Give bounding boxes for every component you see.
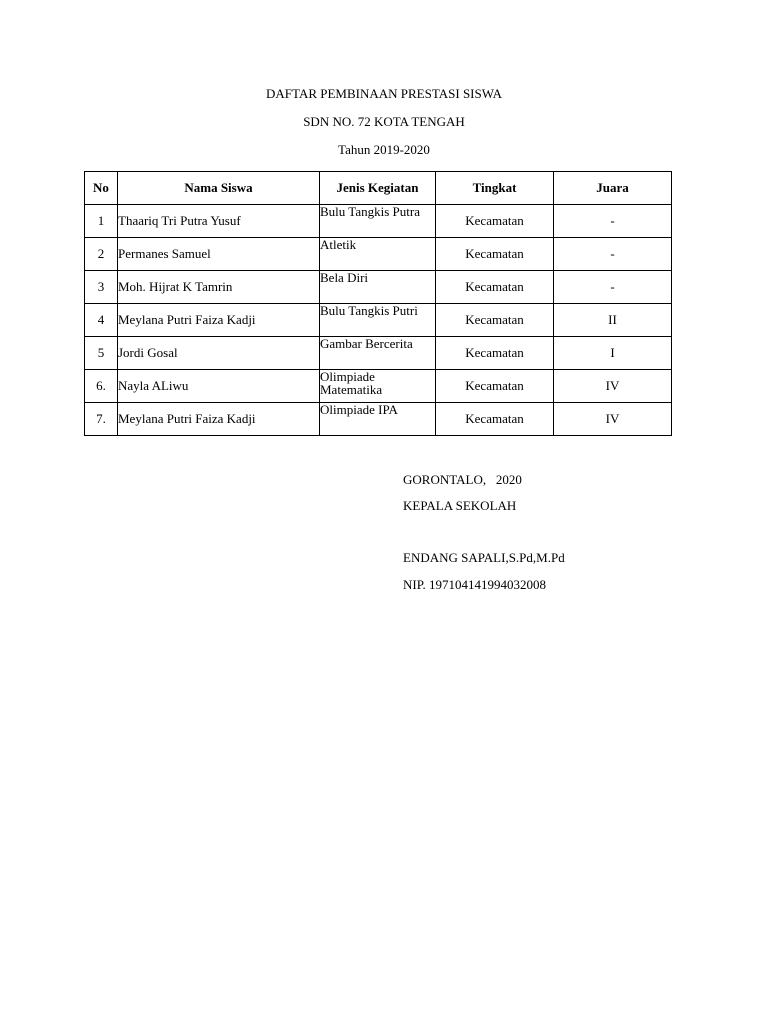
table-header-row [85, 172, 672, 205]
header-no: No [85, 172, 118, 205]
cell-rank: I [554, 337, 672, 370]
achievement-table [84, 171, 672, 436]
cell-level: Kecamatan [436, 370, 554, 403]
signatory-nip: NIP. 197104141994032008 [403, 577, 547, 592]
school-name: SDN NO. 72 KOTA TENGAH [303, 114, 465, 129]
cell-no: 2 [85, 238, 118, 271]
cell-rank: - [554, 271, 672, 304]
cell-activity: Gambar Bercerita [320, 337, 436, 370]
cell-rank: - [554, 205, 672, 238]
cell-no: 4 [85, 304, 118, 337]
signature-place-date: GORONTALO, 2020 [403, 472, 522, 487]
cell-level: Kecamatan [436, 271, 554, 304]
cell-no: 7. [85, 403, 118, 436]
header-activity: Jenis Kegiatan [320, 172, 436, 205]
cell-level: Kecamatan [436, 205, 554, 238]
cell-rank: IV [554, 370, 672, 403]
table-row [85, 337, 672, 370]
cell-activity: Bela Diri [320, 271, 436, 304]
table-row [85, 403, 672, 436]
cell-no: 1 [85, 205, 118, 238]
cell-activity: Atletik [320, 238, 436, 271]
cell-activity: Bulu Tangkis Putra [320, 205, 436, 238]
cell-name: Thaariq Tri Putra Yusuf [118, 205, 320, 238]
cell-level: Kecamatan [436, 238, 554, 271]
cell-rank: IV [554, 403, 672, 436]
cell-level: Kecamatan [436, 337, 554, 370]
academic-year: Tahun 2019-2020 [338, 142, 430, 157]
table-row [85, 304, 672, 337]
signature-role: KEPALA SEKOLAH [403, 498, 517, 513]
cell-name: Meylana Putri Faiza Kadji [118, 403, 320, 436]
table-row [85, 271, 672, 304]
cell-rank: II [554, 304, 672, 337]
cell-no: 3 [85, 271, 118, 304]
cell-level: Kecamatan [436, 403, 554, 436]
table-row [85, 205, 672, 238]
document-title: DAFTAR PEMBINAAN PRESTASI SISWA [266, 86, 502, 101]
cell-no: 6. [85, 370, 118, 403]
cell-activity: Olimpiade Matematika [320, 370, 436, 403]
table-row [85, 238, 672, 271]
header-level: Tingkat [436, 172, 554, 205]
header-name: Nama Siswa [118, 172, 320, 205]
header-rank: Juara [554, 172, 672, 205]
cell-name: Jordi Gosal [118, 337, 320, 370]
cell-activity: Bulu Tangkis Putri [320, 304, 436, 337]
cell-name: Moh. Hijrat K Tamrin [118, 271, 320, 304]
cell-name: Meylana Putri Faiza Kadji [118, 304, 320, 337]
cell-level: Kecamatan [436, 304, 554, 337]
signatory-name: ENDANG SAPALI,S.Pd,M.Pd [403, 550, 565, 565]
cell-name: Permanes Samuel [118, 238, 320, 271]
cell-no: 5 [85, 337, 118, 370]
table-row [85, 370, 672, 403]
cell-activity: Olimpiade IPA [320, 403, 436, 436]
cell-rank: - [554, 238, 672, 271]
cell-name: Nayla ALiwu [118, 370, 320, 403]
